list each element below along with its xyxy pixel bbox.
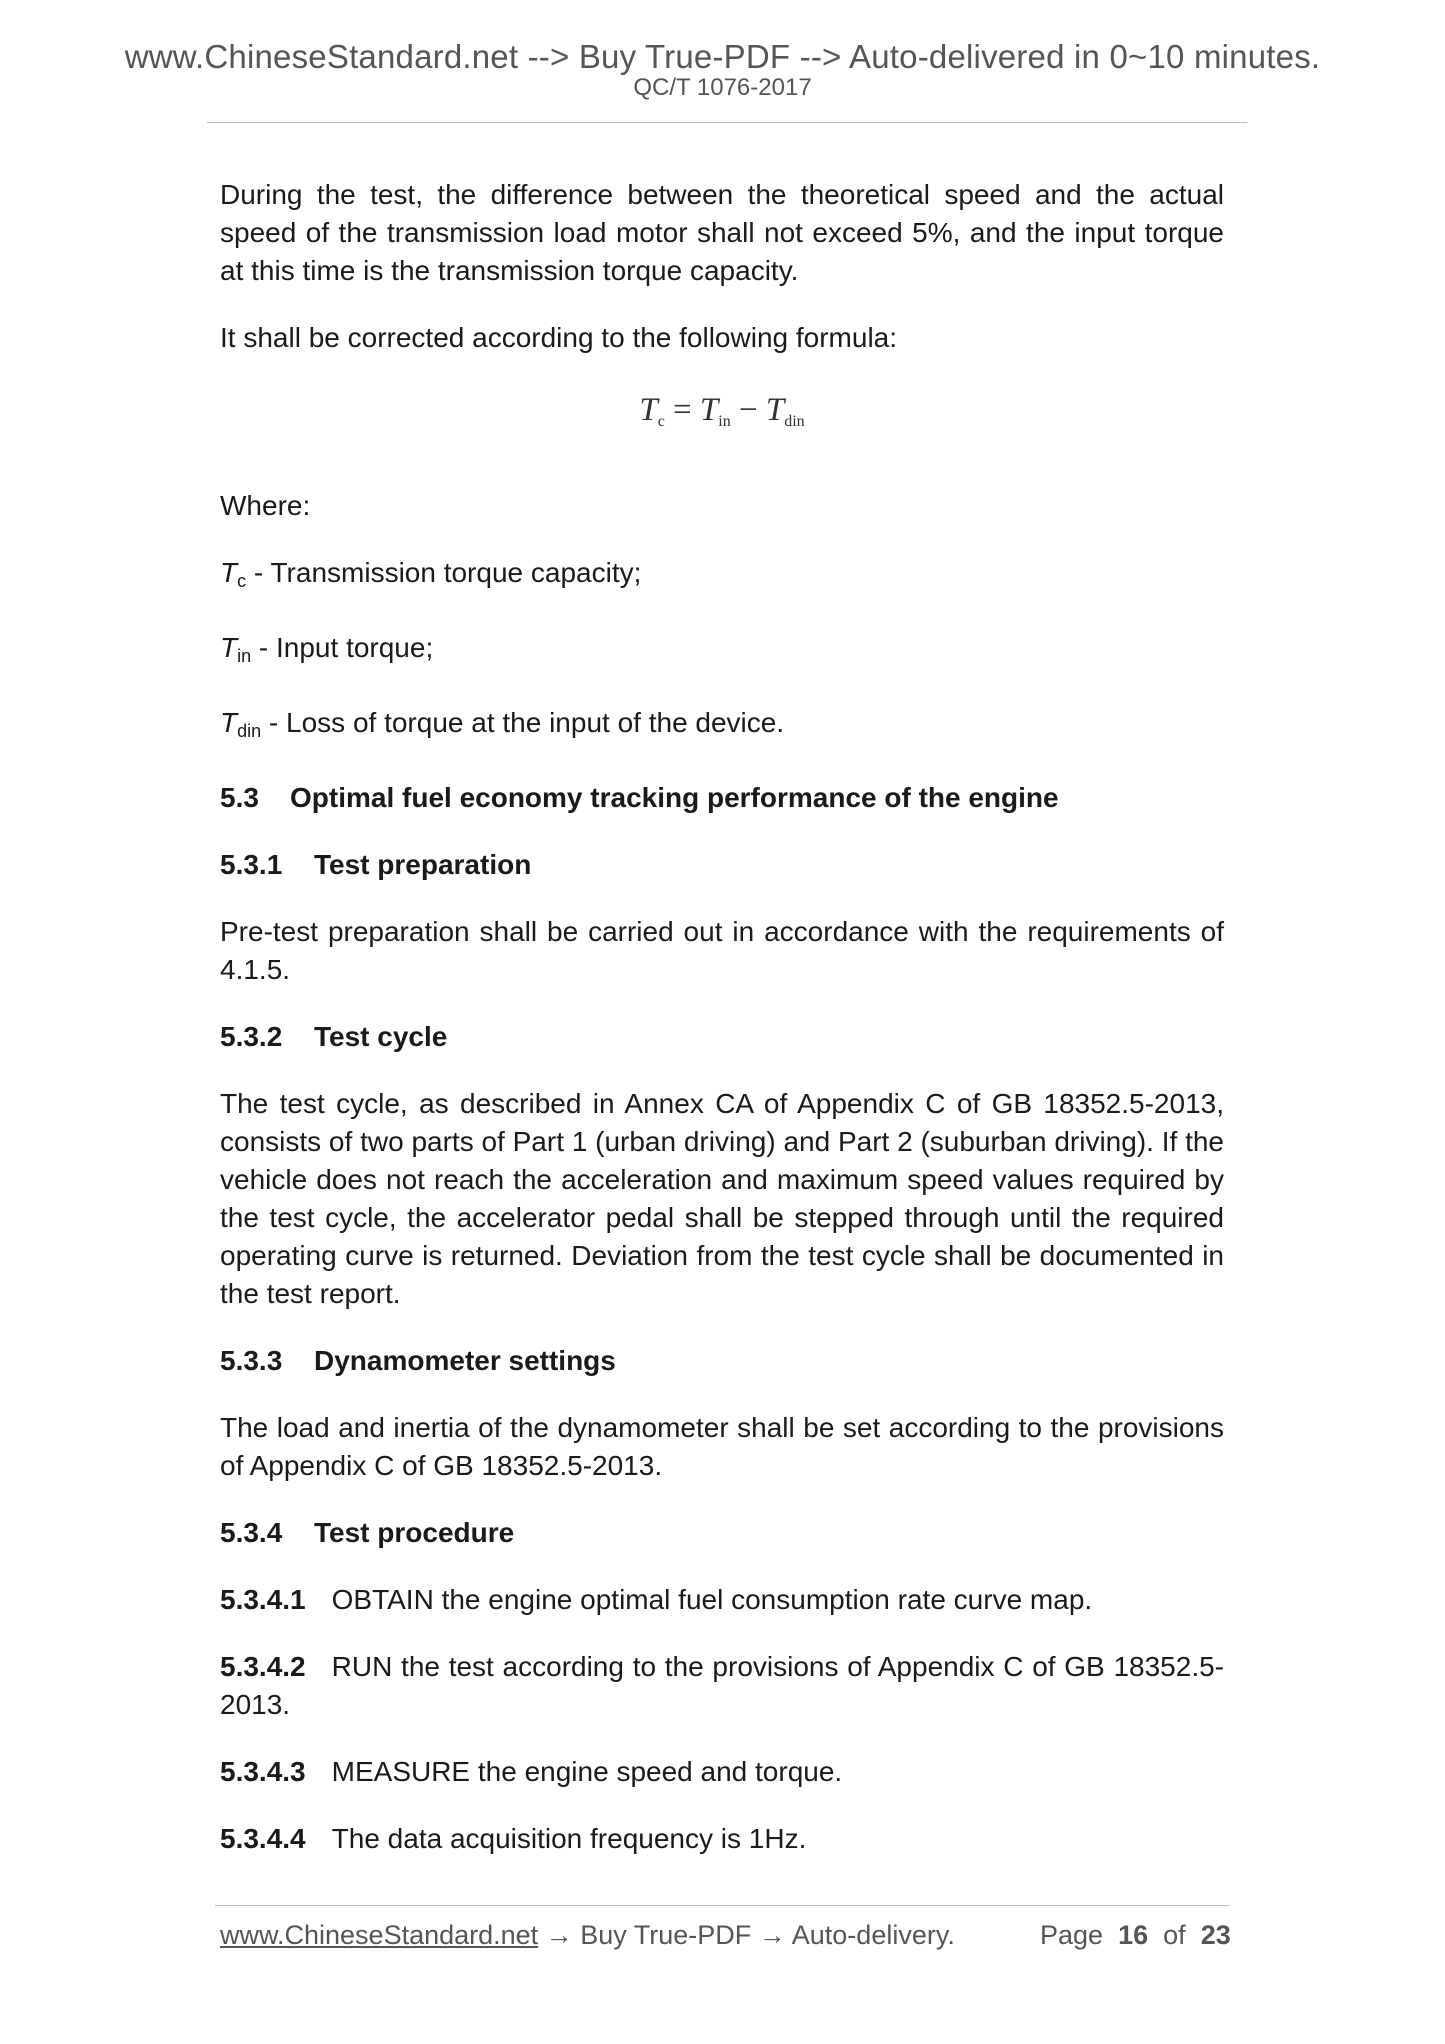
page-number: Page 16 of 23 (1040, 1920, 1231, 1950)
document-code: QC/T 1076-2017 (633, 74, 812, 101)
section-heading-5-3-1: 5.3.1 Test preparation (220, 849, 532, 880)
top-banner: www.ChineseStandard.net --> Buy True-PDF --> Auto-delivered in 0~10 minutes. (124, 38, 1321, 75)
where-label: Where: (220, 490, 311, 521)
footer-site-link[interactable]: www.ChineseStandard.net (220, 1920, 539, 1950)
formula-term1: T (699, 392, 719, 428)
section-heading-5-3: 5.3 Optimal fuel economy tracking performance of the engine (220, 782, 1059, 813)
total-pages: 23 (1200, 1920, 1231, 1950)
formula-lhs: T (639, 392, 658, 428)
section-heading-5-3-4: 5.3.4 Test procedure (220, 1517, 515, 1548)
step-5-3-4-2: 5.3.4.2 RUN the test according to the provisions of Appendix C of GB 18352.5-2013. (220, 1651, 1224, 1720)
formula-term2: T (765, 392, 785, 428)
current-page: 16 (1118, 1920, 1149, 1950)
section-heading-5-3-2: 5.3.2 Test cycle (220, 1021, 448, 1052)
footer-arrow: → (538, 1920, 581, 1950)
formula-lhs-sub: c (657, 413, 665, 430)
header-divider (207, 122, 1247, 123)
footer-buy: Buy True-PDF (580, 1920, 752, 1950)
formula-term1-sub: in (718, 413, 731, 430)
paragraph-test-difference: During the test, the difference between the theoretical speed and the actual speed of the transmission load motor shall not exceed 5%, and the input torque at this time is the transmission torque capacity. (220, 179, 1224, 286)
formula-term2-sub: din (784, 413, 805, 430)
formula-minus: − (730, 392, 766, 428)
step-5-3-4-4: 5.3.4.4 The data acquisition frequency is 1Hz. (220, 1823, 807, 1854)
footer-divider (215, 1905, 1230, 1906)
formula-equals: = (664, 392, 700, 428)
footer-links (220, 1920, 955, 1951)
paragraph-correction: It shall be corrected according to the following formula: (220, 322, 898, 353)
torque-formula (220, 357, 1224, 487)
definition-tdin: $T_{din}$ - Loss of torque at the input of the device. (220, 707, 785, 741)
section-heading-5-3-3: 5.3.3 Dynamometer settings (220, 1345, 616, 1376)
paragraph-test-preparation: Pre-test preparation shall be carried out in accordance with the requirements of 4.1.5. (220, 916, 1224, 985)
paragraph-test-cycle: The test cycle, as described in Annex CA of Appendix C of GB 18352.5-2013, consists of two parts of Part 1 (urban driving) and Part 2 (suburban driving). If the vehicle does not reach the acceleration and maximum speed values required by the test cycle, the accelerator pedal shall be stepped through until the required operating curve is returned. Deviation from the test cycle shall be documented in the test report. (220, 1088, 1224, 1309)
step-5-3-4-3: 5.3.4.3 MEASURE the engine speed and torque. (220, 1756, 843, 1787)
definition-tin: $T_{in}$ - Input torque; (220, 632, 434, 666)
paragraph-dynamometer: The load and inertia of the dynamometer shall be set according to the provisions of Appendix C of GB 18352.5-2013. (220, 1412, 1224, 1481)
step-5-3-4-1: 5.3.4.1 OBTAIN the engine optimal fuel consumption rate curve map. (220, 1584, 1093, 1615)
page-content (220, 176, 1224, 1858)
footer-auto: Auto-delivery. (791, 1920, 955, 1950)
footer-arrow-2: → (751, 1920, 792, 1950)
definition-tc: $T_c$ - Transmission torque capacity; (220, 557, 642, 591)
